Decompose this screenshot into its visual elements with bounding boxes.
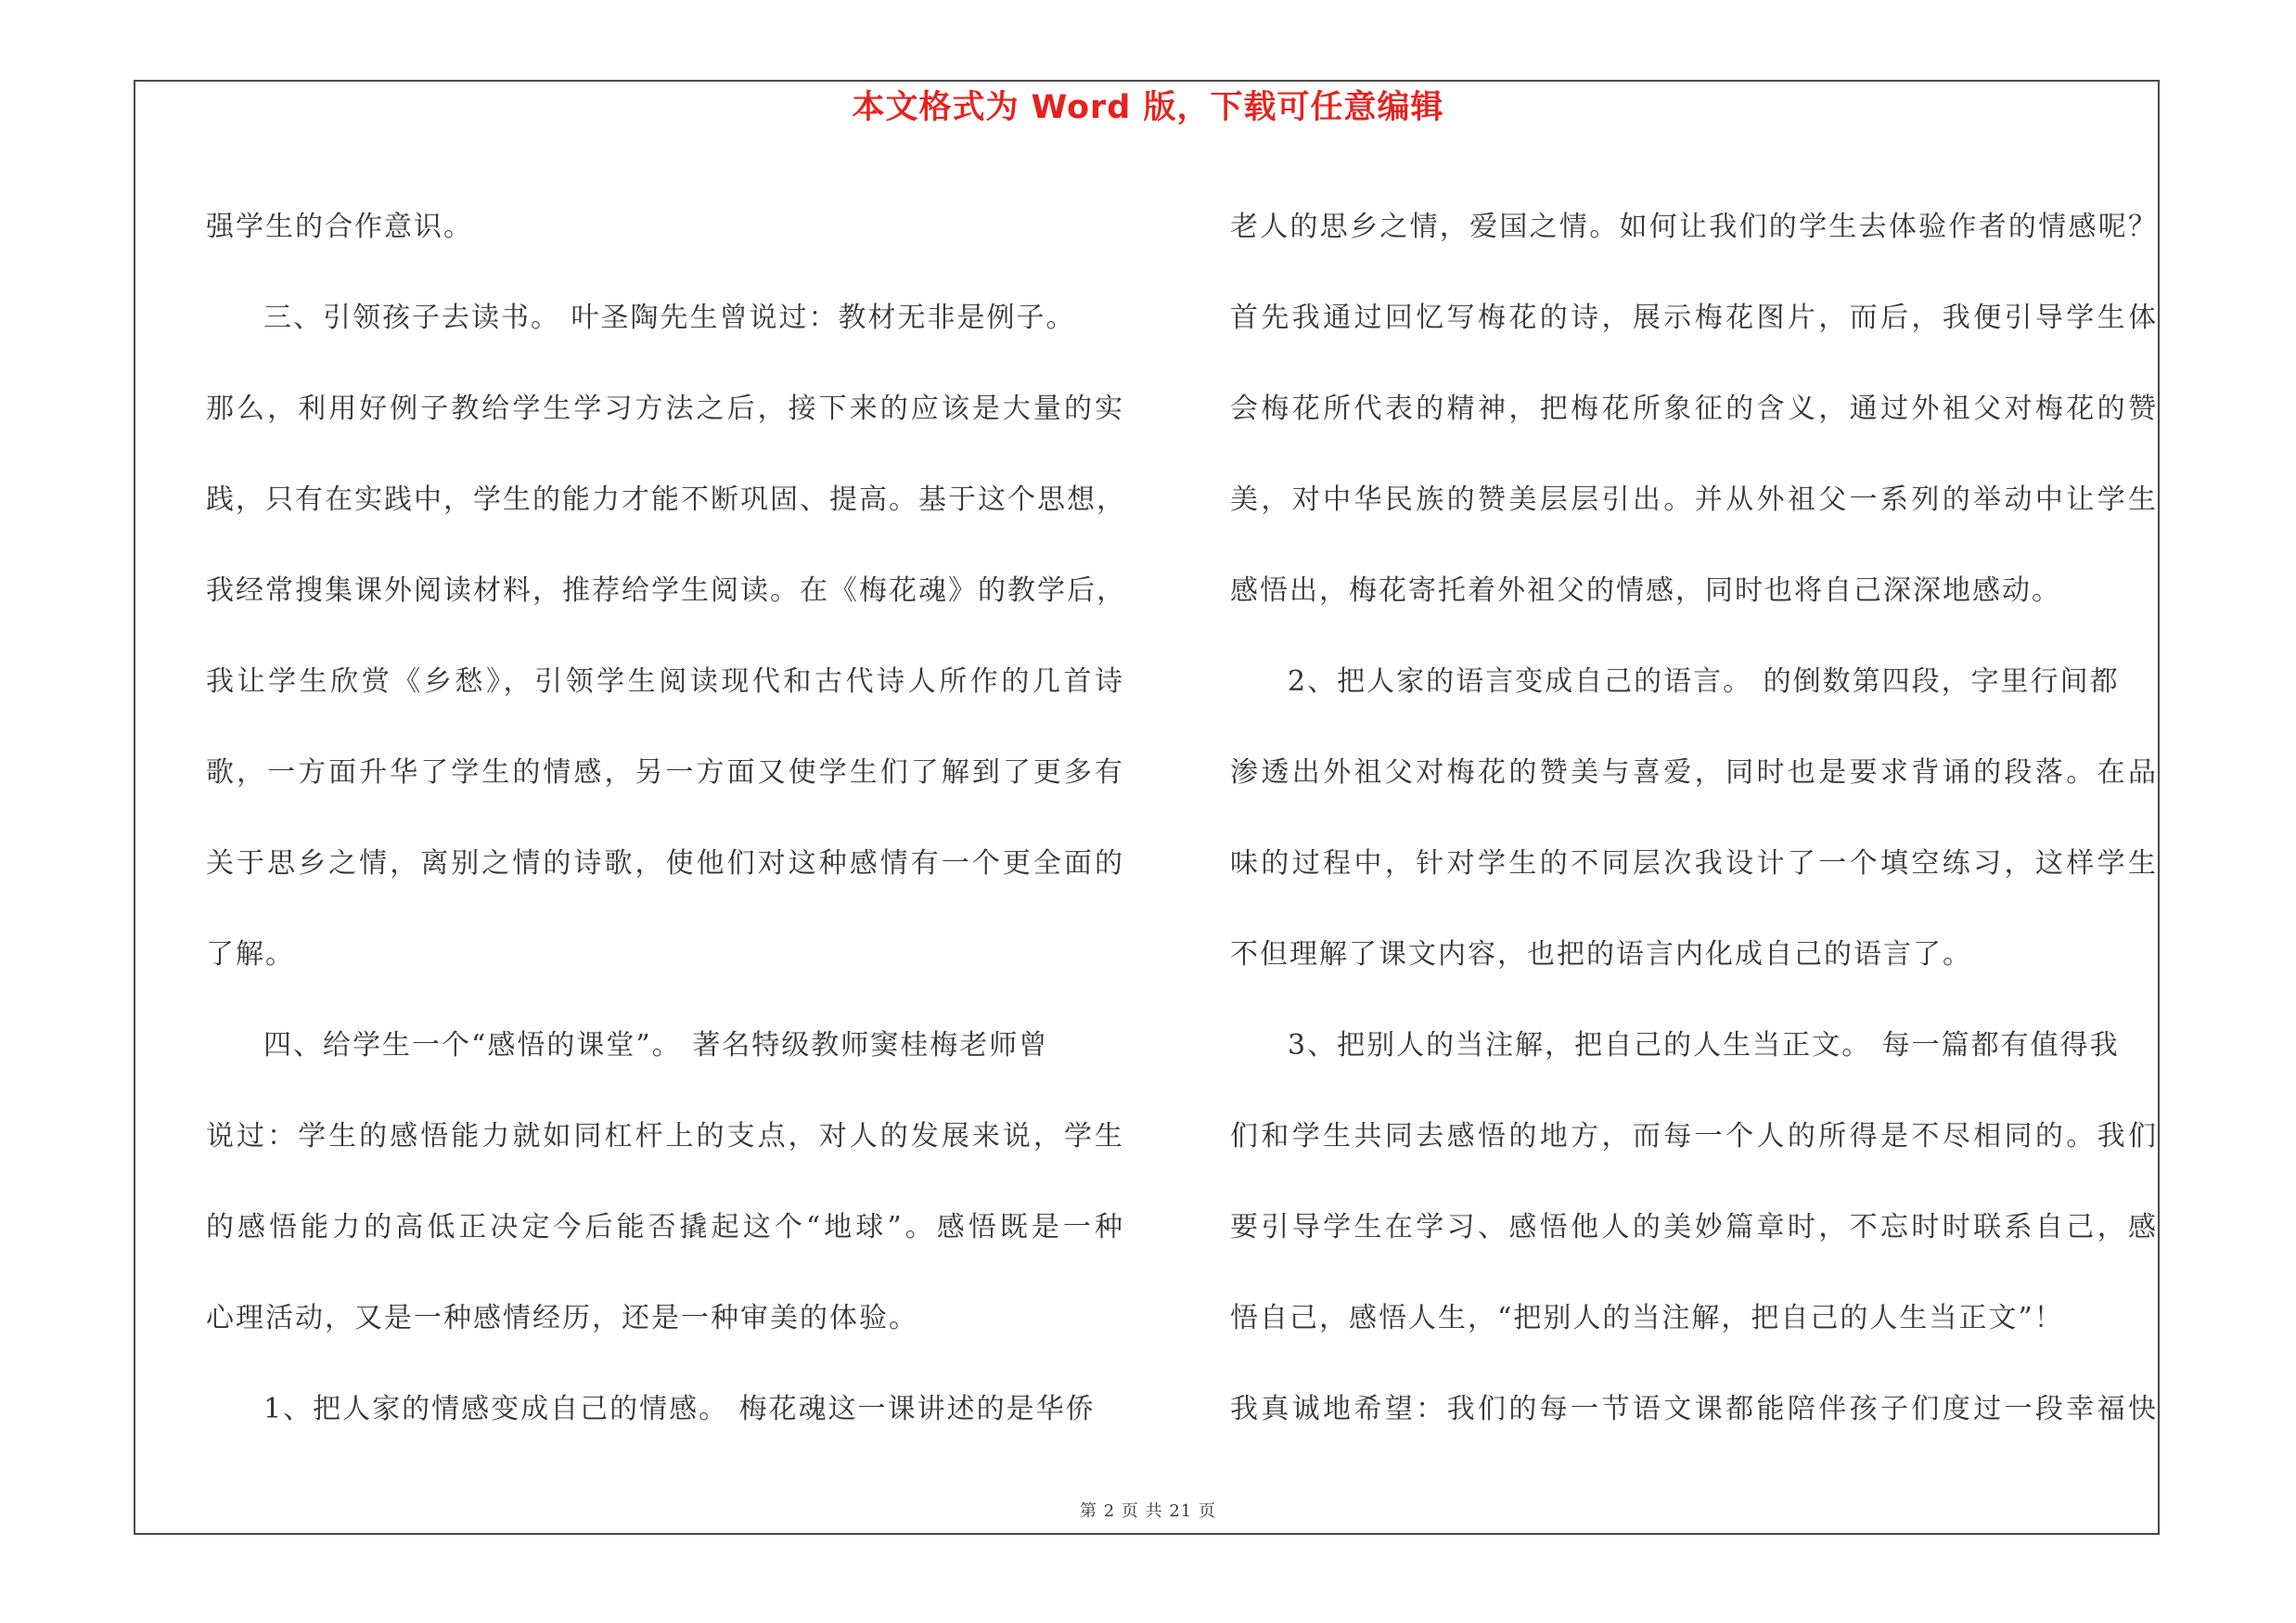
text-line: 老人的思乡之情，爱国之情。如何让我们的学生去体验作者的情感呢？	[1230, 211, 2158, 243]
text-line: 会梅花所代表的精神，把梅花所象征的含义，通过外祖父对梅花的赞	[1230, 393, 2158, 425]
left-column	[206, 182, 1124, 1455]
text-line: 的感悟能力的高低正决定今后能否撬起这个“地球”。感悟既是一种	[206, 1211, 1124, 1243]
text-line: 不但理解了课文内容，也把的语言内化成自己的语言了。	[1230, 938, 1972, 971]
text-line: 悟自己，感悟人生，“把别人的当注解，把自己的人生当正文”！	[1230, 1302, 2064, 1334]
text-line: 要引导学生在学习、感悟他人的美妙篇章时，不忘时时联系自己，感	[1230, 1211, 2158, 1243]
text-line: 渗透出外祖父对梅花的赞美与喜爱，同时也是要求背诵的段落。在品	[1230, 756, 2158, 789]
text-line: 三、引领孩子去读书。 叶圣陶先生曾说过：教材无非是例子。	[263, 302, 1076, 334]
text-line: 那么，利用好例子教给学生学习方法之后，接下来的应该是大量的实	[206, 393, 1124, 425]
text-line: 说过：学生的感悟能力就如同杠杆上的支点，对人的发展来说，学生	[206, 1120, 1124, 1153]
text-line: 我让学生欣赏《乡愁》，引领学生阅读现代和古代诗人所作的几首诗	[206, 665, 1124, 698]
text-line: 四、给学生一个“感悟的课堂”。 著名特级教师窦桂梅老师曾	[263, 1029, 1049, 1062]
text-line: 感悟出，梅花寄托着外祖父的情感，同时也将自己深深地感动。	[1230, 574, 2061, 607]
header-banner: 本文格式为 Word 版，下载可任意编辑	[852, 89, 1444, 126]
text-line: 我真诚地希望：我们的每一节语文课都能陪伴孩子们度过一段幸福快	[1230, 1393, 2158, 1425]
text-line: 首先我通过回忆写梅花的诗，展示梅花图片，而后，我便引导学生体	[1230, 302, 2158, 334]
text-line: 美，对中华民族的赞美层层引出。并从外祖父一系列的举动中让学生	[1230, 483, 2158, 516]
text-line: 3、把别人的当注解，把自己的人生当正文。 每一篇都有值得我	[1288, 1029, 2120, 1062]
text-line: 践，只有在实践中，学生的能力才能不断巩固、提高。基于这个思想，	[206, 483, 1126, 516]
text-line: 心理活动，又是一种感情经历，还是一种审美的体验。	[206, 1302, 918, 1334]
text-line: 味的过程中，针对学生的不同层次我设计了一个填空练习，这样学生	[1230, 847, 2158, 880]
text-line: 强学生的合作意识。	[206, 211, 473, 243]
text-line: 歌，一方面升华了学生的情感，另一方面又使学生们了解到了更多有	[206, 756, 1124, 789]
text-line: 2、把人家的语言变成自己的语言。 的倒数第四段，字里行间都	[1288, 665, 2120, 698]
page-number: 第 2 页 共 21 页	[1080, 1501, 1216, 1521]
right-column	[1230, 182, 2158, 1455]
text-line: 关于思乡之情，离别之情的诗歌，使他们对这种感情有一个更全面的	[206, 847, 1124, 880]
text-line: 们和学生共同去感悟的地方，而每一个人的所得是不尽相同的。我们	[1230, 1120, 2158, 1153]
text-line: 了解。	[206, 938, 295, 971]
text-line: 我经常搜集课外阅读材料，推荐给学生阅读。在《梅花魂》的教学后，	[206, 574, 1126, 607]
text-line: 1、把人家的情感变成自己的情感。 梅花魂这一课讲述的是华侨	[263, 1393, 1096, 1425]
